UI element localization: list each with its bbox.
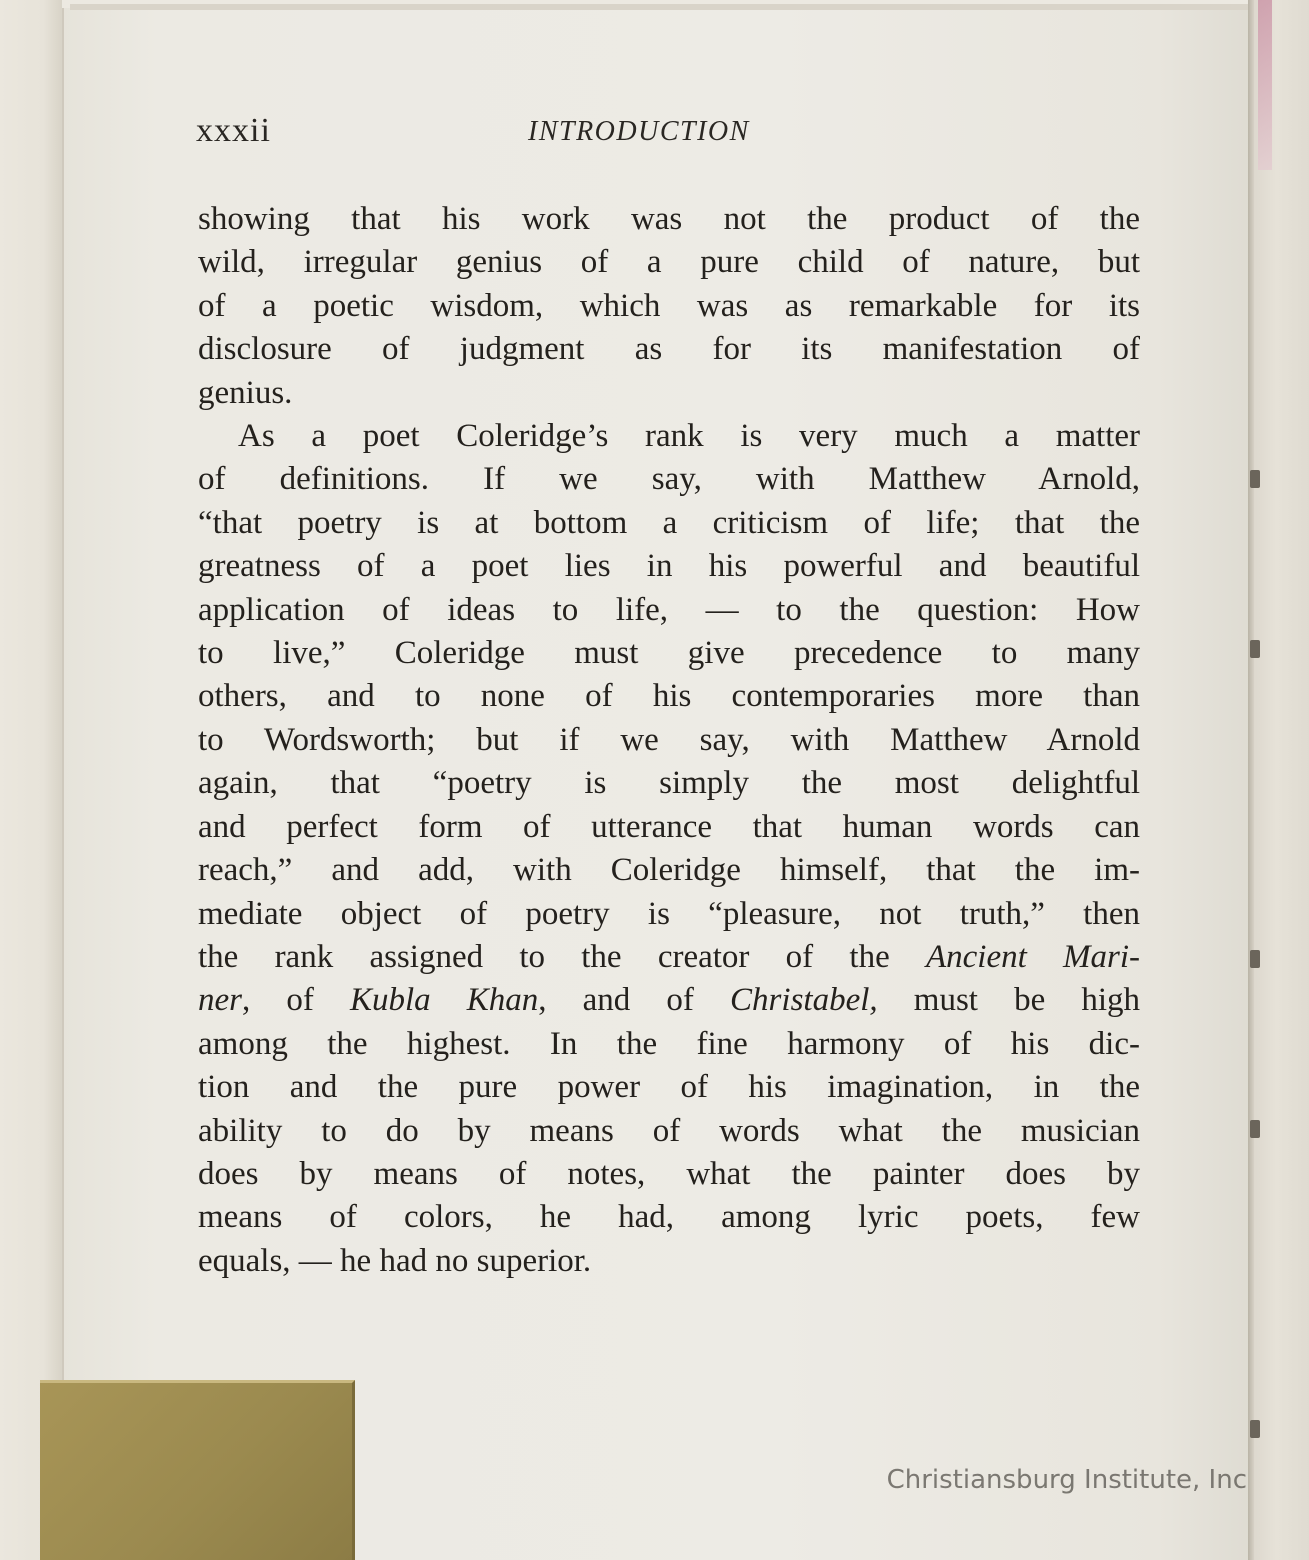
text-line: disclosure of judgment as for its manifestation of — [198, 331, 1140, 368]
binding-stitch — [1250, 640, 1260, 658]
text-line: and perfect form of utterance that human words can — [198, 808, 1140, 845]
text-line: of a poetic wisdom, which was as remarkable for its — [198, 287, 1140, 324]
binding-tint — [1258, 0, 1272, 170]
text-line: As a poet Coleridge’s rank is very much a matter — [238, 418, 1140, 455]
text-line: genius. — [198, 374, 293, 411]
body-text — [198, 198, 1140, 1283]
italic-title-ancient-mariner-end: ner — [198, 982, 242, 1019]
page-top-edge — [70, 4, 1250, 10]
text-line: application of ideas to life, — to the question: How — [198, 591, 1140, 628]
watermark: Christiansburg Institute, Inc — [886, 1465, 1247, 1495]
text-line: reach,” and add, with Coleridge himself, that the im- — [198, 852, 1140, 889]
italic-title-christabel: Christabel, — [730, 982, 878, 1019]
text-line: ability to do by means of words what the musician — [198, 1112, 1140, 1149]
text-line: others, and to none of his contemporaries more than — [198, 678, 1140, 715]
italic-title-kubla-khan: Kubla Khan — [349, 982, 539, 1019]
text-line: wild, irregular genius of a pure child of nature, but — [198, 244, 1140, 281]
text-line: showing that his work was not the product of the — [198, 201, 1140, 237]
text-run: , and of — [538, 982, 731, 1019]
text-line: again, that “poetry is simply the most delightful — [198, 765, 1140, 802]
right-binding-edge — [1254, 0, 1309, 1560]
bookmark-card — [40, 1380, 355, 1560]
text-run: must be high — [877, 982, 1140, 1019]
text-line: does by means of notes, what the painter does by — [198, 1155, 1140, 1192]
binding-stitch — [1250, 950, 1260, 968]
text-line: among the highest. In the fine harmony of his dic- — [198, 1025, 1140, 1062]
binding-stitch — [1250, 1120, 1260, 1138]
text-line: means of colors, he had, among lyric poets, few — [198, 1199, 1140, 1236]
text-line: “that poetry is at bottom a criticism of life; that the — [198, 504, 1140, 541]
text-line: of definitions. If we say, with Matthew Arnold, — [198, 461, 1140, 498]
text-line: to Wordsworth; but if we say, with Matthew Arnold — [198, 721, 1140, 758]
text-line: greatness of a poet lies in his powerful and beautiful — [198, 548, 1140, 585]
text-line: tion and the pure power of his imagination, in the — [198, 1069, 1140, 1106]
text-line — [198, 979, 1140, 1022]
text-line — [198, 936, 1140, 979]
running-head — [196, 112, 1136, 162]
section-title: INTRODUCTION — [528, 116, 750, 147]
left-page-margin — [0, 0, 62, 1560]
binding-stitch — [1250, 1420, 1260, 1438]
text-run: the rank assigned to the creator of the — [198, 938, 926, 975]
binding-stitch — [1250, 470, 1260, 488]
italic-title-ancient-mariner: Ancient Mari- — [925, 938, 1140, 975]
text-run: , of — [242, 982, 350, 1019]
text-line: to live,” Coleridge must give precedence to many — [198, 635, 1140, 672]
page-number: xxxii — [196, 112, 271, 149]
text-line: mediate object of poetry is “pleasure, not truth,” then — [198, 895, 1140, 932]
text-line: equals, — he had no superior. — [198, 1242, 592, 1279]
